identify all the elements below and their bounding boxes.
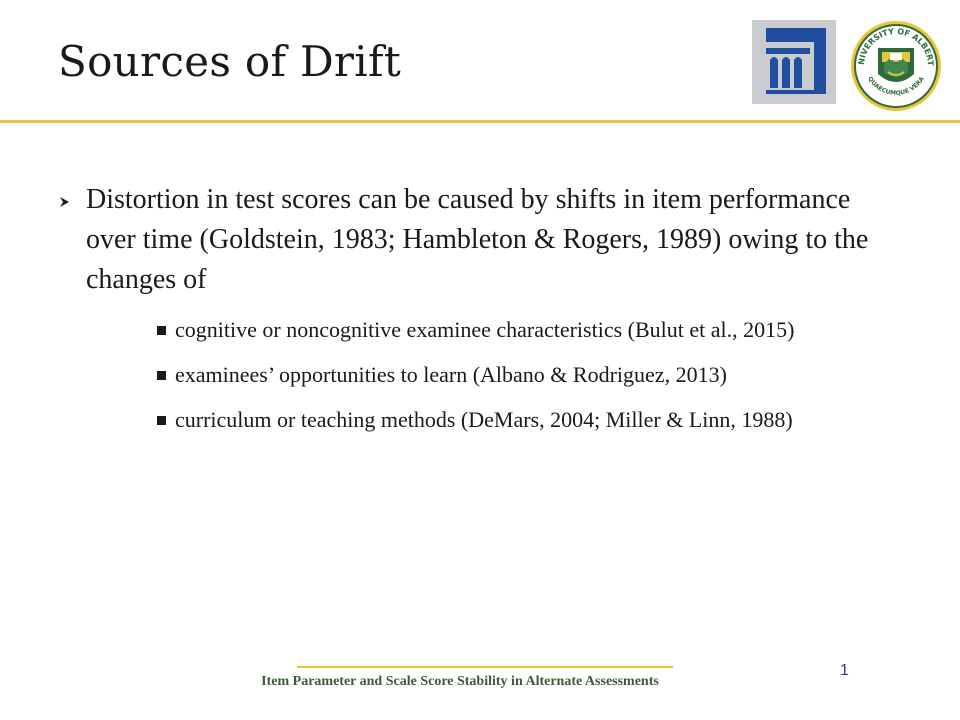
sub-bullet-text: cognitive or noncognitive examinee characteristics (Bulut et al., 2015) <box>175 317 795 342</box>
university-of-alberta-seal-icon <box>848 18 944 114</box>
main-bullet-text: Distortion in test scores can be caused by shifts in item performance over time (Goldstein, 1983; Hambleton & Rogers, 1989) owing to the changes of <box>86 184 869 295</box>
footer-divider <box>297 666 673 668</box>
sub-bullet-item <box>157 404 857 435</box>
columns-logo <box>752 20 836 104</box>
seal-bottom-text: QUAECUMQUE VERA <box>866 75 926 97</box>
main-bullet <box>58 180 908 300</box>
sub-bullet-text: examinees’ opportunities to learn (Albano & Rodriguez, 2013) <box>175 362 727 387</box>
arrow-bullet-icon <box>58 180 86 213</box>
sub-bullet-item <box>157 314 857 345</box>
title-divider <box>0 120 960 123</box>
slide-content <box>58 180 908 449</box>
square-bullet-icon <box>157 371 166 380</box>
columns-logo-icon <box>752 20 836 104</box>
sub-bullet-item <box>157 359 857 390</box>
slide-footer: Item Parameter and Scale Score Stability in Alternate Assessments <box>261 674 659 689</box>
square-bullet-icon <box>157 416 166 425</box>
sub-bullet-text: curriculum or teaching methods (DeMars, 2004; Miller & Linn, 1988) <box>175 407 793 432</box>
university-seal <box>848 18 944 114</box>
slide-title: Sources of Drift <box>58 37 402 86</box>
sub-bullet-list <box>157 314 857 435</box>
square-bullet-icon <box>157 326 166 335</box>
page-number: 1 <box>840 662 849 679</box>
seal-top-text: NIVERSITY OF ALBERT <box>856 26 936 66</box>
